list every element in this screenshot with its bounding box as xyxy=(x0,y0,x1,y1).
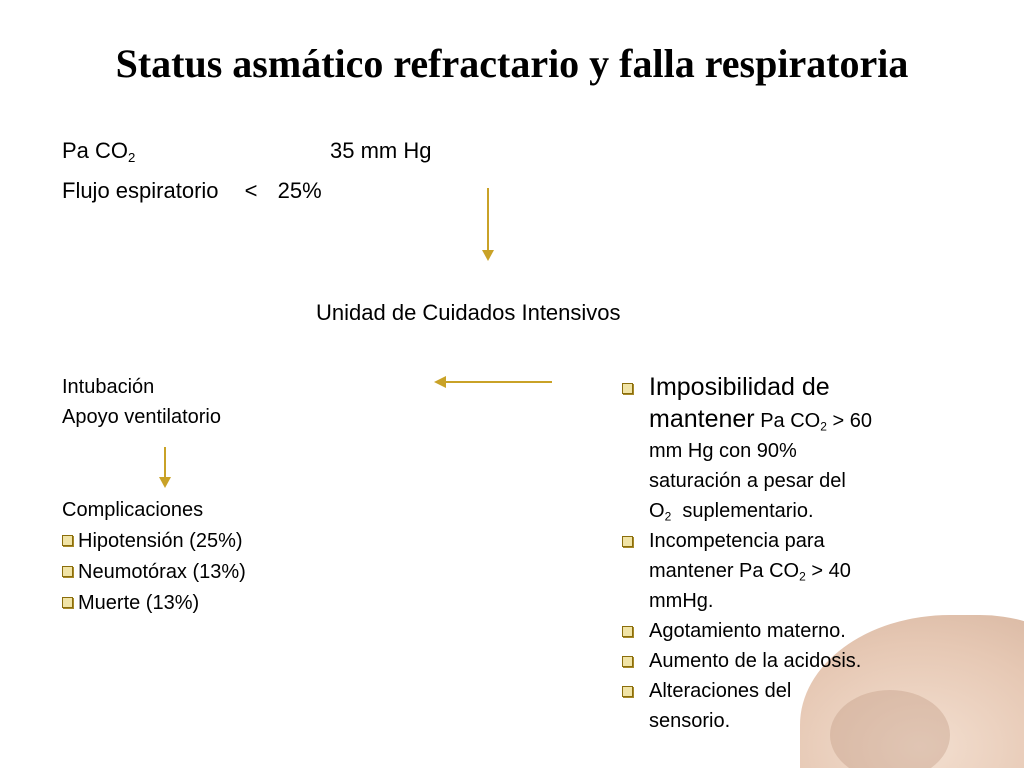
checkbox-bullet-icon xyxy=(62,535,73,546)
criteria-list xyxy=(620,372,940,736)
criteria-item xyxy=(620,372,940,526)
intubacion-label: Intubación xyxy=(62,376,155,398)
arrow-down-small-icon xyxy=(155,447,175,489)
uci-label: Unidad de Cuidados Intensivos xyxy=(316,300,621,325)
criteria-item xyxy=(620,616,940,646)
paco2-value: 35 mm Hg xyxy=(330,138,432,163)
criteria-text: Imposibilidad de xyxy=(649,373,830,401)
apoyo-label: Apoyo ventilatorio xyxy=(62,406,221,428)
checkbox-bullet-icon xyxy=(622,536,633,547)
checkbox-bullet-icon xyxy=(622,626,633,637)
criteria-item xyxy=(620,646,940,676)
complicacion-item xyxy=(62,592,199,615)
flujo-symbol: < xyxy=(244,178,258,203)
criteria-text: mantener Pa CO xyxy=(649,560,800,582)
arrow-left-icon xyxy=(434,373,554,391)
criteria-text: saturación a pesar del xyxy=(649,470,846,492)
flujo-line xyxy=(62,178,322,204)
criteria-text: > 40 xyxy=(811,560,851,582)
checkbox-bullet-icon xyxy=(62,566,73,577)
flujo-label: Flujo espiratorio xyxy=(62,178,219,203)
complicacion-item xyxy=(62,561,246,584)
complicacion-item xyxy=(62,530,243,553)
arrow-down-icon xyxy=(478,188,498,262)
criteria-text: suplementario. xyxy=(682,500,814,522)
complicacion-text: Hipotensión (25%) xyxy=(78,530,243,552)
criteria-text: Agotamiento materno. xyxy=(649,620,846,642)
criteria-text: O xyxy=(649,500,665,522)
complicaciones-title: Complicaciones xyxy=(62,499,204,521)
criteria-text: mmHg. xyxy=(649,590,714,612)
criteria-text: mm Hg con 90% xyxy=(649,440,797,462)
checkbox-bullet-icon xyxy=(622,656,633,667)
criteria-sub: 2 xyxy=(664,509,672,524)
criteria-item xyxy=(620,526,940,616)
complicacion-text: Neumotórax (13%) xyxy=(78,561,246,583)
criteria-text: Aumento de la acidosis. xyxy=(649,650,862,672)
criteria-item xyxy=(620,676,940,736)
criteria-text: sensorio. xyxy=(649,710,731,732)
complicacion-text: Muerte (13%) xyxy=(78,592,200,614)
criteria-text: mantener xyxy=(649,405,755,433)
flujo-value: 25% xyxy=(277,178,322,203)
criteria-text: > 60 xyxy=(832,410,872,432)
paco2-label: Pa CO xyxy=(62,138,129,163)
criteria-text: Alteraciones del xyxy=(649,680,792,702)
checkbox-bullet-icon xyxy=(622,686,633,697)
criteria-sub: 2 xyxy=(820,419,827,434)
criteria-text: Pa CO xyxy=(760,410,821,432)
slide-title: Status asmático refractario y falla respiratoria xyxy=(115,41,909,86)
paco2-line xyxy=(62,138,135,164)
checkbox-bullet-icon xyxy=(62,597,73,608)
criteria-sub: 2 xyxy=(799,569,806,584)
criteria-text: Incompetencia para xyxy=(649,530,825,552)
checkbox-bullet-icon xyxy=(622,383,633,394)
paco2-sub: 2 xyxy=(128,149,136,165)
